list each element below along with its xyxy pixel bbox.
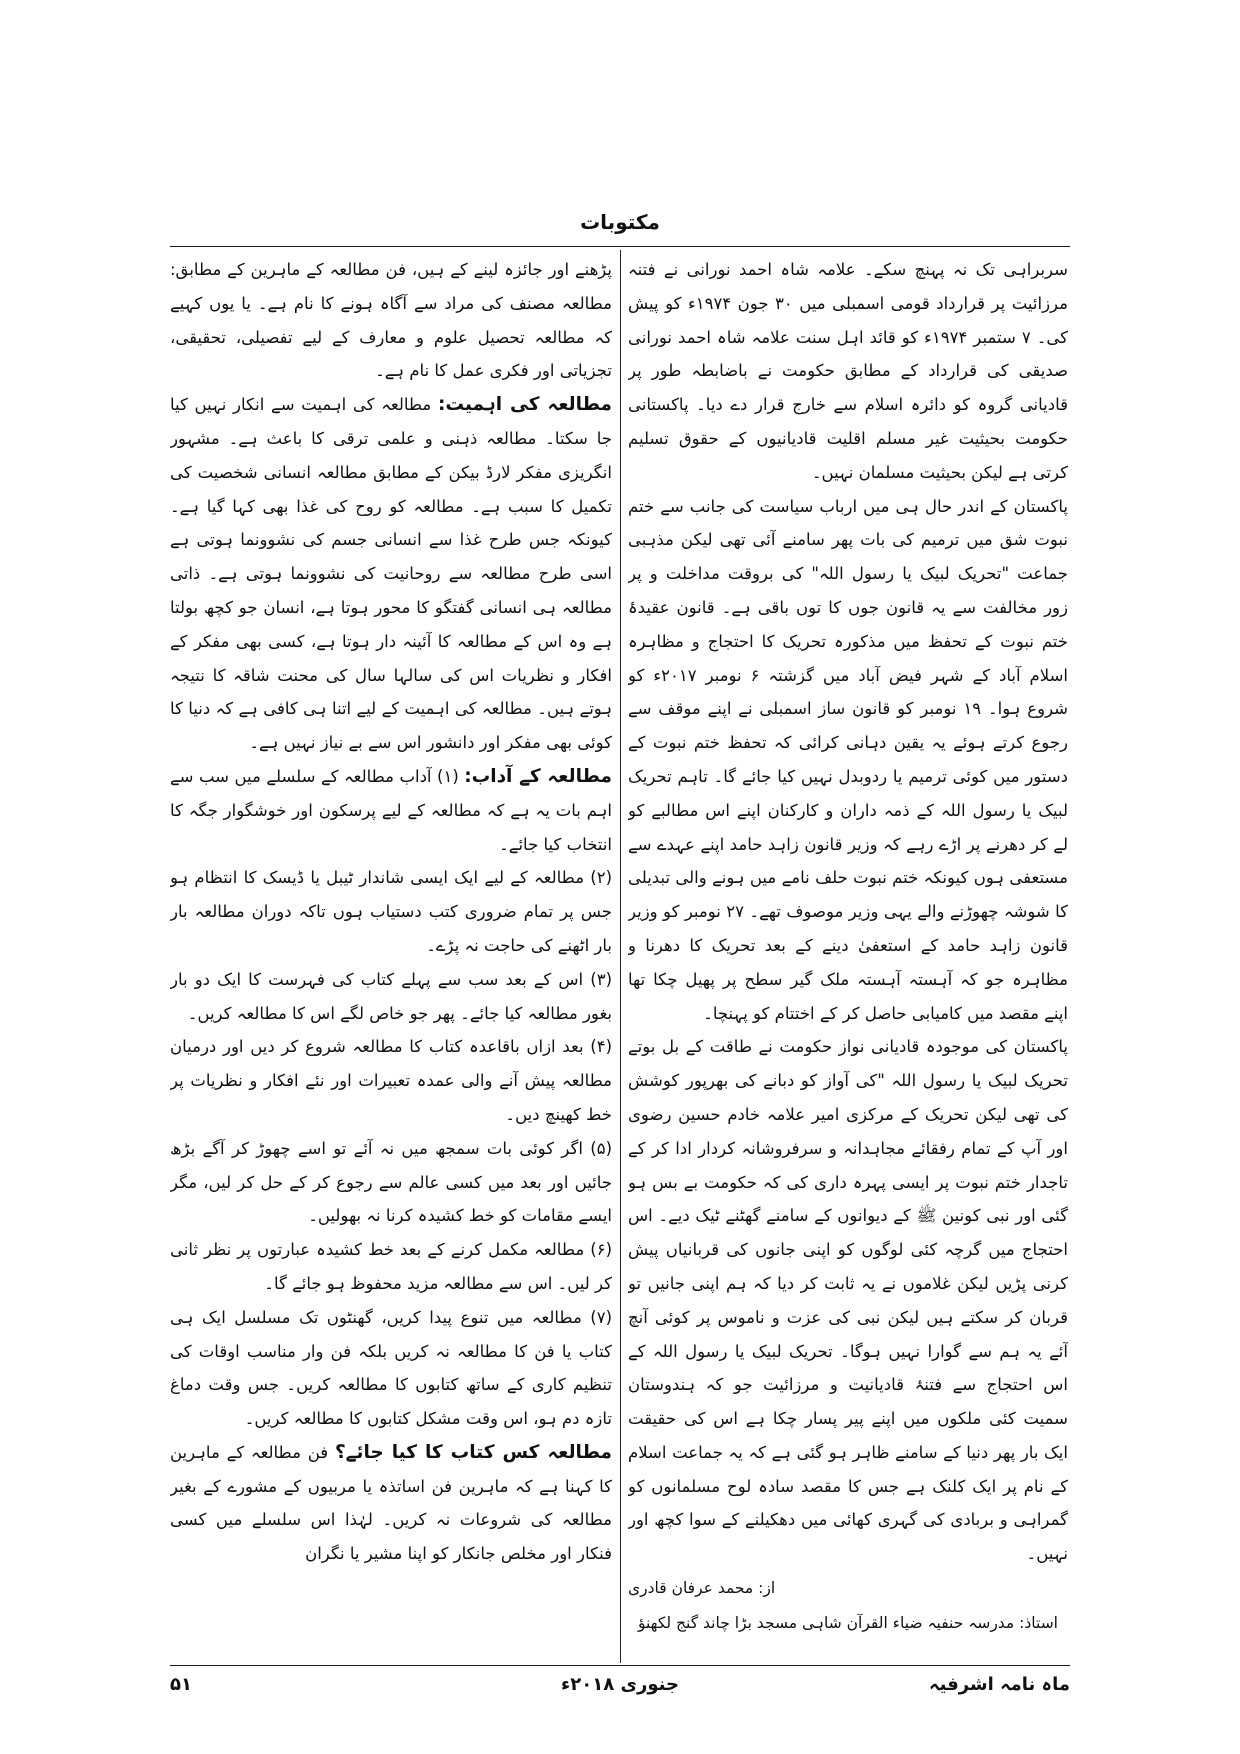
article-title bbox=[628, 1645, 1068, 1658]
subheading: مطالعہ کس کتاب کا کیا جائے؟ bbox=[334, 1441, 612, 1463]
list-item: (۲) مطالعہ کے لیے ایک ایسی شاندار ٹیبل یا ڈیسک کا انتظام ہو جس پر تمام ضروری کتب دستیاب ہوں تاکہ دوران مطالعہ بار بار اٹھنے کی حاجت نہ پڑے۔ bbox=[170, 868, 612, 955]
affiliation-line bbox=[628, 1606, 1068, 1641]
page-number: ۵۱ bbox=[170, 1674, 192, 1695]
paragraph: پاکستان کی موجودہ قادیانی نواز حکومت نے طاقت کے بل بوتے تحریک لبیک یا رسول اللہ "کی آواز کو دبانے کی بھرپور کوشش کی تھی لیکن تحریک کے مرکزی امیر علامہ خادم حسین رضوی اور آپ کے تمام رفقائے مجاہدانہ و سرفروشانہ کردار ادا کر کے تاجدار ختم نبوت پر ایسی پہرہ داری کی کہ حکومت بے بس ہو گئی اور نبی کونین ﷺ کے دیوانوں کے سامنے گھٹنے ٹیک دیے۔ اس احتجاج میں گرچہ کئی لوگوں کو اپنی جانوں کی قربانیاں پیش کرنی پڑیں لیکن غلاموں نے یہ ثابت کر دیا کہ ہم اپنی جانیں تو قربان کر سکتے ہیں لیکن نبی کی عزت و ناموس پر کوئی آنچ آئے یہ ہم سے گوارا نہیں ہوگا۔ تحریک لبیک یا رسول اللہ کے اس احتجاج سے فتنۂ قادیانیت و مرزائیت جو کہ ہندوستان سمیت کئی ملکوں میں اپنے پیر پسار چکا ہے اس کی حقیقت ایک بار پھر دنیا کے سامنے ظاہر ہو گئی ہے کہ یہ جماعت اسلام کے نام پر ایک کلنک ہے جس کا مقصد سادہ لوح مسلمانوں کو گمراہی و بربادی کی گہری کھائی میں دھکیلنے کے سوا کچھ اور نہیں۔ bbox=[628, 1037, 1068, 1564]
author-line bbox=[628, 1571, 1068, 1606]
footer-date: جنوری ۲۰۱۸ء bbox=[561, 1674, 679, 1695]
column-divider bbox=[620, 250, 621, 1663]
paragraph-text: فن مطالعہ کے ماہرین کا کہنا ہے کہ ماہرین فن اساتذہ یا مربیوں کے مشورے کے بغیر مطالعہ کی شروعات نہ کریں۔ لہٰذا اس سلسلے میں کسی فنکار اور مخلص جانکار کو اپنا مشیر یا نگران bbox=[170, 1442, 612, 1564]
footer-magazine-name: ماہ نامہ اشرفیہ bbox=[929, 1674, 1070, 1695]
right-column bbox=[628, 253, 1068, 1658]
subheading: مطالعہ کی اہمیت: bbox=[437, 394, 612, 416]
paragraph bbox=[170, 760, 612, 861]
list-item: (۵) اگر کوئی بات سمجھ میں نہ آئے تو اسے چھوڑ کر آگے بڑھ جائیں اور بعد میں کسی عالم سے رجوع کر کے حل کر لیں، مگر ایسے مقامات کو خط کشیدہ کرنا نہ بھولیں۔ bbox=[170, 1138, 612, 1226]
paragraph: پڑھنے اور جائزہ لینے کے ہیں، فن مطالعہ کے ماہرین کے مطابق: مطالعہ مصنف کی مراد سے آگاہ ہونے کا نام ہے۔ یا یوں کہیے کہ مطالعہ تحصیل علوم و معارف کے لیے تفصیلی، تحقیقی، تجزیاتی اور فکری عمل کا نام ہے۔ bbox=[170, 260, 612, 381]
paragraph bbox=[170, 388, 612, 760]
author-affiliation: استاذ: مدرسہ حنفیہ ضیاء القرآن شاہی مسجد بڑا چاند گنج لکھنؤ bbox=[638, 1613, 1058, 1632]
list-item: (۳) اس کے بعد سب سے پہلے کتاب کی فہرست کا ایک دو بار بغور مطالعہ کیا جائے۔ پھر جو خاص لگے اس کا مطالعہ کریں۔ bbox=[170, 969, 612, 1023]
subheading: مطالعہ کے آداب: bbox=[464, 765, 612, 787]
paragraph-text: (۱) آداب مطالعہ کے سلسلے میں سب سے اہم بات یہ ہے کہ مطالعہ کے لیے پرسکون اور خوشگوار جگہ کا انتخاب کیا جائے۔ bbox=[170, 766, 612, 854]
section-title: مکتوبات bbox=[580, 210, 660, 234]
paragraph bbox=[170, 1436, 612, 1571]
list-item: (۴) بعد ازاں باقاعدہ کتاب کا مطالعہ شروع کر دیں اور درمیان مطالعہ پیش آنے والی عمدہ تعبیرات اور نئے افکار و نظریات پر خط کھینچ دیں۔ bbox=[170, 1037, 612, 1124]
list-item: (۶) مطالعہ مکمل کرنے کے بعد خط کشیدہ عبارتوں پر نظر ثانی کر لیں۔ اس سے مطالعہ مزید محفوظ ہو جائے گا۔ bbox=[170, 1240, 612, 1293]
left-column bbox=[170, 253, 612, 1658]
footer-rule bbox=[170, 1665, 1070, 1666]
list-item: (۷) مطالعہ میں تنوع پیدا کریں، گھنٹوں تک مسلسل ایک ہی کتاب یا فن کا مطالعہ نہ کریں بلکہ فن وار مناسب اوقات کی تنظیم کاری کے ساتھ کتابوں کا مطالعہ کریں۔ جس وقت دماغ تازہ دم ہو، اس وقت مشکل کتابوں کا مطالعہ کریں۔ bbox=[170, 1307, 612, 1429]
paragraph-text: مطالعہ کی اہمیت سے انکار نہیں کیا جا سکتا۔ مطالعہ ذہنی و علمی ترقی کا باعث ہے۔ مشہور انگریزی مفکر لارڈ بیکن کے مطابق مطالعہ انسانی شخصیت کی تکمیل کا سبب ہے۔ مطالعہ کو روح کی غذا بھی کہا گیا ہے۔ کیونکہ جس طرح غذا سے انسانی جسم کی نشوونما ہوتی ہے اسی طرح مطالعہ سے روحانیت کی نشوونما ہوتی ہے۔ ذاتی مطالعہ ہی انسانی گفتگو کا محور ہوتا ہے، انسان جو کچھ بولتا ہے وہ اس کے مطالعہ کا آئینہ دار ہوتا ہے، کسی بھی مفکر کے افکار و نظریات اس کی سالہا سال کی محنت شاقہ کا نتیجہ ہوتے ہیں۔ مطالعہ کی اہمیت کے لیے اتنا ہی کافی ہے کہ دنیا کا کوئی بھی مفکر اور دانشور اس سے بے نیاز نہیں ہے۔ bbox=[170, 395, 612, 753]
paragraph: سربراہی تک نہ پہنچ سکے۔ علامہ شاہ احمد نورانی نے فتنہ مرزائیت پر قرارداد قومی اسمبلی میں ۳۰ جون ۱۹۷۴ء کو پیش کی۔ ۷ ستمبر ۱۹۷۴ء کو قائد اہل سنت علامہ شاہ احمد نورانی صدیقی کی قرارداد کے مطابق حکومت نے باضابطہ طور پر قادیانی گروہ کو دائرہ اسلام سے خارج قرار دے دیا۔ پاکستانی حکومت بحیثیت غیر مسلم اقلیت قادیانیوں کے حقوق تسلیم کرتی ہے لیکن بحیثیت مسلمان نہیں۔ bbox=[628, 260, 1068, 482]
author-name: از: محمد عرفان قادری bbox=[628, 1579, 776, 1598]
paragraph: پاکستان کے اندر حال ہی میں ارباب سیاست کی جانب سے ختم نبوت شق میں ترمیم کی بات پھر سامنے آئی تھی لیکن مذہبی جماعت "تحریک لبیک یا رسول اللہ" کی بروقت مداخلت و پر زور مخالفت سے یہ قانون جوں کا توں باقی ہے۔ قانون عقیدۂ ختم نبوت کے تحفظ میں مذکورہ تحریک کا احتجاج و مظاہرہ اسلام آباد کے شہر فیض آباد میں گزشتہ ۶ نومبر ۲۰۱۷ء کو شروع ہوا۔ ۱۹ نومبر کو قانون ساز اسمبلی نے اپنے موقف سے رجوع کرتے ہوئے یہ یقین دہانی کرائی کہ تحفظ ختم نبوت کے دستور میں کوئی ترمیم یا ردوبدل نہیں کیا جائے گا۔ تاہم تحریک لبیک یا رسول اللہ کے ذمہ داران و کارکنان اپنے اس مطالبے کو لے کر دھرنے پر اڑے رہے کہ وزیر قانون زاہد حامد اپنے عہدے سے مستعفی ہوں کیونکہ ختم نبوت حلف نامے میں ہونے والی تبدیلی کا شوشہ چھوڑنے والے یہی وزیر موصوف تھے۔ ۲۷ نومبر کو وزیر قانون زاہد حامد کے استعفیٰ دینے کے بعد تحریک کا دھرنا و مظاہرہ جو کہ آہستہ آہستہ ملک گیر سطح پر پھیل چکا تھا اپنے مقصد میں کامیابی حاصل کر کے اختتام کو پہنچا۔ bbox=[628, 496, 1068, 1023]
header-rule bbox=[170, 246, 1070, 247]
